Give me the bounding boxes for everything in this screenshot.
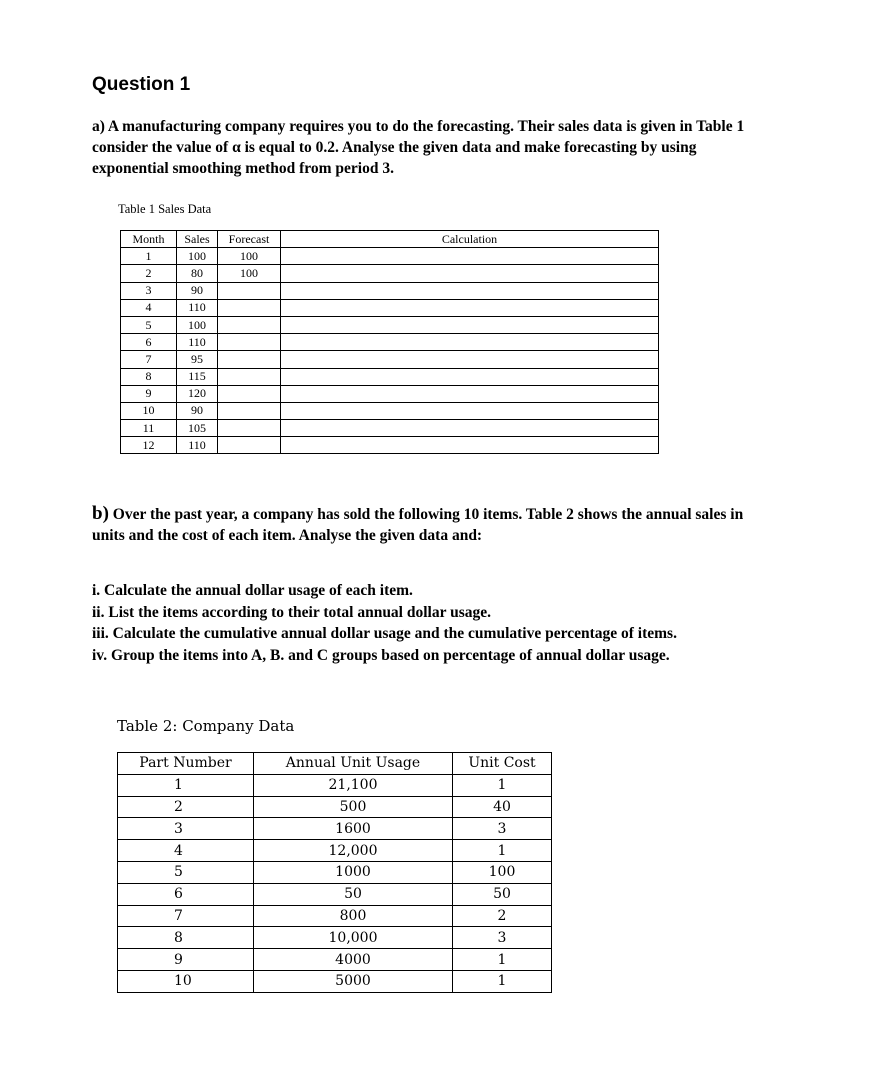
table2-row [118,840,552,862]
table1-cell [281,299,659,316]
table2-row [118,818,552,840]
table1-cell: 90 [177,402,218,419]
table1-row [121,334,659,351]
table2-cell: 2 [453,905,552,927]
table2-cell: 7 [118,905,254,927]
table2-cell: 4 [118,840,254,862]
table1-cell: 7 [121,351,177,368]
table2-cell: 1 [453,949,552,971]
table1-cell: 10 [121,402,177,419]
task-item: ii. List the items according to their total annual dollar usage. [92,603,491,621]
table1-cell: 110 [177,437,218,454]
table2-cell: 10 [118,970,254,992]
table2-cell: 1000 [254,861,453,883]
table1-cell [281,402,659,419]
table2-header-part-number: Part Number [118,753,254,775]
table1-header-sales: Sales [177,231,218,248]
table1-cell [218,402,281,419]
table1-row [121,402,659,419]
table2-cell: 3 [118,818,254,840]
table1-cell: 80 [177,265,218,282]
table1-cell [281,334,659,351]
table1-cell: 6 [121,334,177,351]
table2-row [118,927,552,949]
table1-cell: 115 [177,368,218,385]
table2-cell: 40 [453,796,552,818]
table1-row [121,282,659,299]
table2-header-annual-unit-usage: Annual Unit Usage [254,753,453,775]
table1-cell: 100 [218,265,281,282]
table2-row [118,970,552,992]
table1-cell: 110 [177,299,218,316]
task-item: iv. Group the items into A, B. and C groups based on percentage of annual dollar usage. [92,646,670,664]
table1-cell [218,299,281,316]
table1-cell: 95 [177,351,218,368]
table1-cell [281,351,659,368]
table2-caption: Table 2: Company Data [117,717,295,735]
table1-cell [281,385,659,402]
table1-cell [281,265,659,282]
table1-cell [218,334,281,351]
table1-row [121,351,659,368]
table2-cell: 2 [118,796,254,818]
table2-row [118,796,552,818]
table2-cell: 6 [118,883,254,905]
table2-cell: 1 [453,840,552,862]
table2-cell: 50 [254,883,453,905]
table1-cell: 9 [121,385,177,402]
table2-cell: 1600 [254,818,453,840]
part-a-text: a) A manufacturing company requires you to do the forecasting. Their sales data is given in Table 1 consider the value of α is equal to 0.2. Analyse the given data and make forecasting by using exponential smoothing method from period 3. [92,118,745,177]
table1-cell [218,351,281,368]
table1-cell [281,368,659,385]
table2-cell: 3 [453,818,552,840]
table2-cell: 5 [118,861,254,883]
table1-cell: 11 [121,420,177,437]
table1-cell: 110 [177,334,218,351]
table1-cell [218,420,281,437]
sales-data-table [120,230,659,454]
table2-row [118,861,552,883]
table2-row [118,774,552,796]
table2-cell: 9 [118,949,254,971]
part-b-lead: b) [92,503,109,524]
table1-cell [218,437,281,454]
table1-row [121,265,659,282]
task-item: iii. Calculate the cumulative annual dollar usage and the cumulative percentage of items. [92,625,677,642]
table1-cell: 100 [177,316,218,333]
table2-cell: 12,000 [254,840,453,862]
part-b-body: Over the past year, a company has sold the following 10 items. Table 2 shows the annual sales in units and the cost of each item. Analyse the given data and: [92,506,744,544]
table1-row [121,316,659,333]
table1-header-forecast: Forecast [218,231,281,248]
table2-header-row [118,753,552,775]
table2-row [118,905,552,927]
table1-cell [218,368,281,385]
table1-cell [281,282,659,299]
table1-caption: Table 1 Sales Data [118,202,212,216]
table1-cell: 4 [121,299,177,316]
table2-cell: 8 [118,927,254,949]
table1-cell [281,420,659,437]
table1-row [121,420,659,437]
table1-cell: 12 [121,437,177,454]
table2-body [118,774,552,992]
table1-cell [281,248,659,265]
table1-header-calculation: Calculation [281,231,659,248]
table1-cell [218,282,281,299]
company-data-table [117,752,552,993]
table1-row [121,299,659,316]
table2-cell: 1 [453,774,552,796]
table2-row [118,883,552,905]
table1-cell [281,316,659,333]
table2-cell: 4000 [254,949,453,971]
part-b-text [92,503,772,546]
table2-row [118,949,552,971]
table2-cell: 1 [118,774,254,796]
table1-cell: 5 [121,316,177,333]
table2-cell: 5000 [254,970,453,992]
table2-cell: 100 [453,861,552,883]
table1-row [121,368,659,385]
table1-row [121,385,659,402]
table1-cell: 100 [218,248,281,265]
table2-cell: 50 [453,883,552,905]
table2-header-unit-cost: Unit Cost [453,753,552,775]
table1-cell: 100 [177,248,218,265]
task-item: i. Calculate the annual dollar usage of each item. [92,582,413,599]
table1-body [121,248,659,454]
table2-cell: 3 [453,927,552,949]
table1-cell: 105 [177,420,218,437]
table1-row [121,248,659,265]
table1-cell [218,385,281,402]
table1-cell [281,437,659,454]
table2-cell: 10,000 [254,927,453,949]
table1-cell: 3 [121,282,177,299]
table1-cell [218,316,281,333]
table1-cell: 2 [121,265,177,282]
table1-header-row [121,231,659,248]
table1-row [121,437,659,454]
table1-cell: 8 [121,368,177,385]
table1-cell: 90 [177,282,218,299]
question-title: Question 1 [92,74,191,95]
table1-cell: 120 [177,385,218,402]
table2-cell: 21,100 [254,774,453,796]
table2-cell: 500 [254,796,453,818]
table1-cell: 1 [121,248,177,265]
part-b-task-list [92,580,792,666]
table1-header-month: Month [121,231,177,248]
table2-cell: 800 [254,905,453,927]
table2-cell: 1 [453,970,552,992]
